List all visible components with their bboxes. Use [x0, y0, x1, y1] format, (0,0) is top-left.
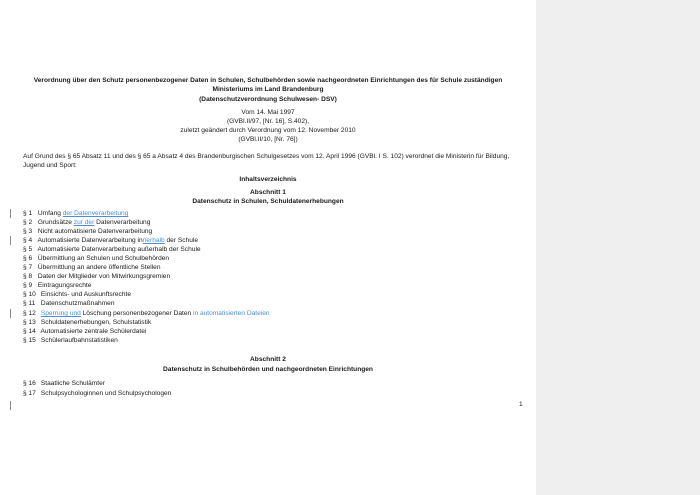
toc-entry-s6[interactable]: § 6 Übermittlung an Schulen und Schulbehörden	[23, 255, 170, 262]
toc-entry-s17[interactable]: § 17 Schulpsychologinnen und Schulpsychologen	[23, 390, 172, 397]
gazette-reference-1: (GVBl.II/97, [Nr. 16], S.402),	[226, 118, 310, 125]
toc-entry-s14[interactable]: § 14 Automatisierte zentrale Schülerdatei	[23, 328, 147, 335]
page-number: 1	[519, 401, 523, 408]
toc-title: Inhaltsverzeichnis	[239, 176, 297, 183]
gazette-reference-2: (GVBl.II/10, [Nr. 76])	[238, 136, 298, 143]
change-bar	[10, 236, 11, 245]
amendment-note: zuletzt geändert durch Verordnung vom 12. November 2010	[180, 127, 356, 134]
inserted-text: nerhalb	[142, 237, 165, 244]
toc-entry-s7[interactable]: § 7 Übermittlung an andere öffentliche Stellen	[23, 264, 161, 271]
toc-entry-s8[interactable]: § 8 Daten der Mitglieder von Mitwirkungsgremien	[23, 273, 171, 280]
inserted-text: der Datenverarbeitung	[62, 210, 129, 217]
toc-entry-s4[interactable]: § 4 Automatisierte Datenverarbeitung innerhalb der Schule	[23, 237, 199, 244]
title-line-1: Verordnung über den Schutz personenbezogener Daten in Schulen, Schulbehörden sowie nachgeordneten Einrichtungen des für Schule zuständigen	[33, 77, 503, 84]
title-line-3: (Datenschutzverordnung Schulwesen- DSV)	[199, 96, 337, 103]
inserted-text: in automatisierten Dateien	[193, 310, 270, 317]
change-bar	[10, 401, 11, 410]
inserted-text: Sperrung und	[40, 310, 81, 317]
toc-entry-s3[interactable]: § 3 Nicht automatisierte Datenverarbeitung	[23, 228, 153, 235]
comment-margin-pane	[536, 0, 700, 495]
toc-entry-s9[interactable]: § 9 Eintragungsrechte	[23, 282, 92, 289]
toc-entry-s5[interactable]: § 5 Automatisierte Datenverarbeitung außerhalb der Schule	[23, 246, 201, 253]
toc-entry-s16[interactable]: § 16 Staatliche Schulämter	[23, 380, 105, 387]
toc-entry-s15[interactable]: § 15 Schülerlaufbahnstatistiken	[23, 337, 118, 344]
toc-entry-s2[interactable]: § 2 Grundsätze zur der Datenverarbeitung	[23, 219, 151, 226]
toc-entry-s1[interactable]: § 1 Umfang der Datenverarbeitung	[23, 210, 129, 217]
section-1-title: Datenschutz in Schulen, Schuldatenerhebungen	[192, 198, 344, 205]
toc-entry-s12[interactable]: § 12 Sperrung und Löschung personenbezogener Daten in automatisierten Dateien	[23, 310, 270, 317]
toc-entry-s13[interactable]: § 13 Schuldatenerhebungen, Schulstatistik	[23, 319, 152, 326]
inserted-text: zur der	[73, 219, 95, 226]
preamble: Auf Grund des § 65 Absatz 11 und des § 65 a Absatz 4 des Brandenburgischen Schulgesetzes vom 12. April 1996 (GVBl. I S. 102) verordnet die Ministerin für Bildung, Jugend und Sport:	[23, 153, 510, 169]
change-bar	[10, 309, 11, 318]
section-1-label: Abschnitt 1	[250, 189, 286, 196]
toc-entry-s10[interactable]: § 10 Einsichts- und Auskunftsrechte	[23, 291, 132, 298]
title-line-2: Ministeriums im Land Brandenburg	[212, 86, 324, 93]
toc-entry-s11[interactable]: § 11 Datenschutzmaßnahmen	[23, 300, 115, 307]
section-2-title: Datenschutz in Schulbehörden und nachgeordneten Einrichtungen	[163, 366, 373, 373]
section-2-label: Abschnitt 2	[250, 356, 286, 363]
change-bar	[10, 209, 11, 218]
issue-date: Vom 14. Mai 1997	[241, 109, 295, 116]
